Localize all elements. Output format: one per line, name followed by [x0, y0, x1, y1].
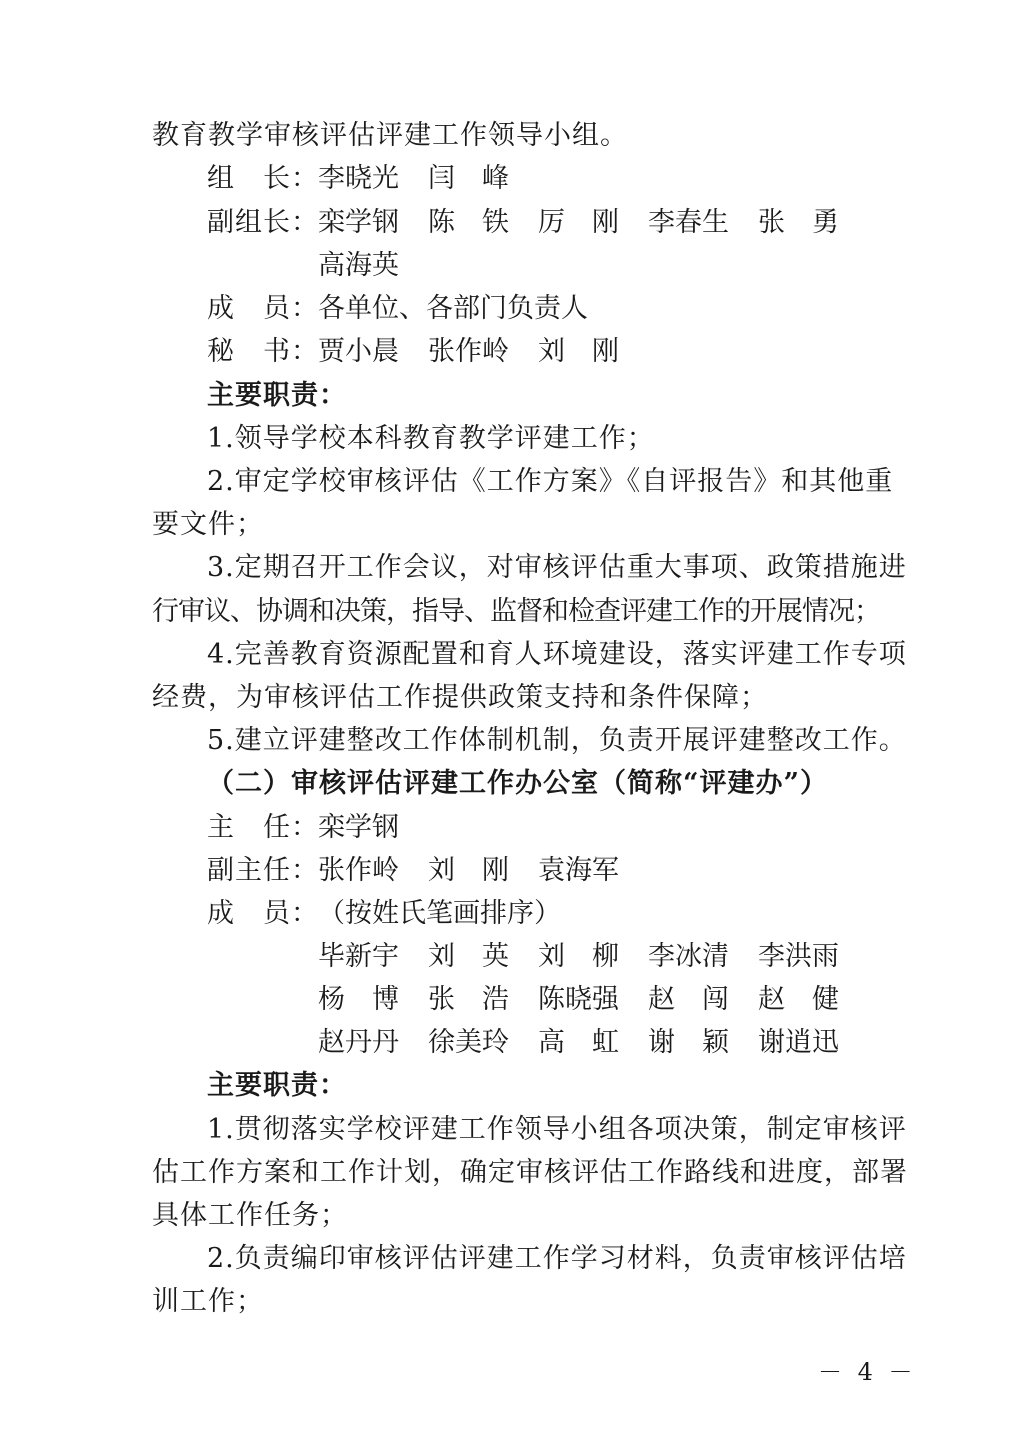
member-name: 谢逍迅: [758, 1027, 839, 1058]
vice-leader-name: 张 勇: [758, 207, 839, 238]
secretary-name: 刘 刚: [538, 336, 619, 367]
duty-item-cont: 训工作；: [152, 1286, 264, 1317]
members-text: 各单位、各部门负责人: [318, 293, 588, 324]
duty-item-cont: 经费，为审核评估工作提供政策支持和条件保障；: [152, 682, 768, 713]
leader-name: 闫 峰: [428, 163, 509, 194]
member-name: 李洪雨: [758, 941, 839, 972]
duty-item: 2.负责编印审核评估评建工作学习材料，负责审核评估培: [207, 1243, 907, 1274]
secretary-name: 张作岭: [428, 336, 509, 367]
vice-leader-name: 栾学钢: [318, 207, 399, 238]
duty-item: 4.完善教育资源配置和育人环境建设，落实评建工作专项: [207, 639, 907, 670]
member-name: 徐美玲: [428, 1027, 509, 1058]
member-name: 毕新宇: [318, 941, 399, 972]
section-heading: （二）审核评估评建工作办公室（简称“评建办”）: [207, 768, 829, 799]
duties-heading: 主要职责：: [207, 1070, 347, 1101]
member-name: 谢 颖: [648, 1027, 729, 1058]
deputy-name: 刘 刚: [428, 855, 509, 886]
secretary-label: 秘 书：: [207, 336, 319, 367]
member-name: 陈晓强: [538, 984, 619, 1015]
duty-item: 1.领导学校本科教育教学评建工作；: [207, 423, 655, 454]
duty-item-cont: 行审议、协调和决策，指导、监督和检查评建工作的开展情况；: [152, 596, 880, 627]
vice-leader-name: 厉 刚: [538, 207, 619, 238]
member-name: 赵 健: [758, 984, 839, 1015]
leader-name: 李晓光: [318, 163, 399, 194]
duty-item-cont: 估工作方案和工作计划，确定审核评估工作路线和进度，部署: [152, 1157, 908, 1188]
vice-leader-label: 副组长：: [207, 207, 319, 238]
deputy-label: 副主任：: [207, 855, 319, 886]
vice-leader-name: 陈 铁: [428, 207, 509, 238]
duty-item: 3.定期召开工作会议，对审核评估重大事项、政策措施进: [207, 552, 907, 583]
deputy-name: 袁海军: [538, 855, 619, 886]
member-name: 高 虹: [538, 1027, 619, 1058]
director-name: 栾学钢: [318, 812, 399, 843]
secretary-name: 贾小晨: [318, 336, 399, 367]
duty-item: 2.审定学校审核评估《工作方案》《自评报告》和其他重: [207, 466, 894, 497]
duty-item-cont: 要文件；: [152, 509, 264, 540]
intro-tail: 教育教学审核评估评建工作领导小组。: [152, 120, 628, 151]
member-name: 刘 柳: [538, 941, 619, 972]
deputy-name: 张作岭: [318, 855, 399, 886]
member-name: 杨 博: [318, 984, 399, 1015]
page-number: － 4 －: [818, 1358, 917, 1386]
vice-leader-name: 李春生: [648, 207, 729, 238]
members-note: （按姓氏笔画排序）: [318, 898, 561, 929]
duties-heading: 主要职责：: [207, 380, 347, 411]
vice-leader-name: 高海英: [318, 250, 399, 281]
duty-item: 1.贯彻落实学校评建工作领导小组各项决策，制定审核评: [207, 1114, 907, 1145]
member-name: 赵 闯: [648, 984, 729, 1015]
leader-label: 组 长：: [207, 163, 319, 194]
member-name: 李冰清: [648, 941, 729, 972]
duty-item-cont: 具体工作任务；: [152, 1200, 348, 1231]
member-name: 刘 英: [428, 941, 509, 972]
office-members-label: 成 员：: [207, 898, 319, 929]
director-label: 主 任：: [207, 812, 319, 843]
members-label: 成 员：: [207, 293, 319, 324]
duty-item: 5.建立评建整改工作体制机制，负责开展评建整改工作。: [207, 725, 907, 756]
member-name: 张 浩: [428, 984, 509, 1015]
member-name: 赵丹丹: [318, 1027, 399, 1058]
